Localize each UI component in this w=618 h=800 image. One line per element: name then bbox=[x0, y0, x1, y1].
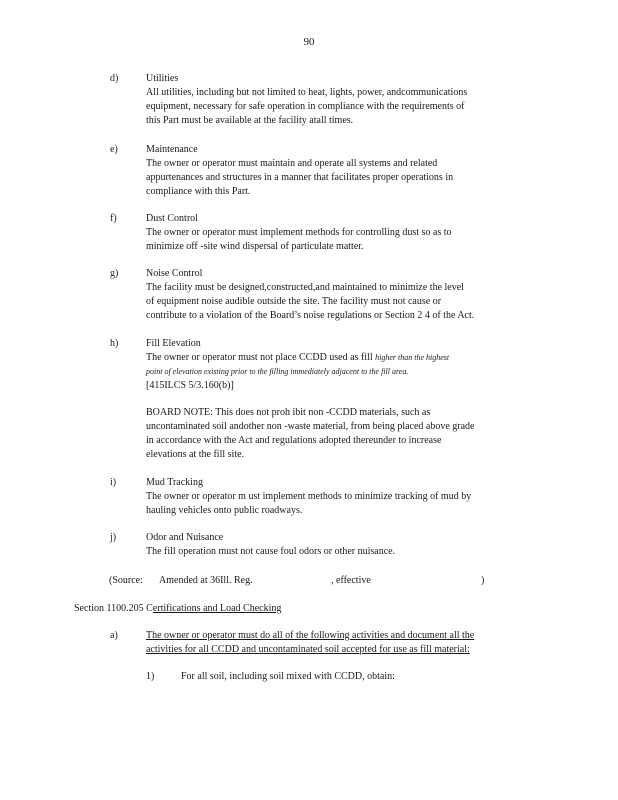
citation: [415ILCS 5/3.160(b)] bbox=[146, 380, 234, 391]
source-close: ) bbox=[481, 575, 485, 586]
item-text-line: activities for all CCDD and uncontaminated soil accepted for use as fill material: bbox=[146, 644, 470, 655]
item-text-line: The owner or operator must do all of the following activities and document all the bbox=[146, 630, 475, 641]
item-text-line: of equipment noise audible outside the site. The facility must not cause or bbox=[146, 296, 442, 307]
item-text-line: All utilities, including but not limited to heat, lights, power, andcommunications bbox=[146, 87, 468, 98]
source-label: (Source: bbox=[109, 575, 143, 586]
item-text-line: appurtenances and structures in a manner that facilitates proper operations in bbox=[146, 172, 454, 183]
statutory-text: higher than the highest bbox=[375, 353, 450, 362]
item-letter: f) bbox=[110, 213, 117, 224]
source-amended: Amended at 36Ill. Reg. bbox=[159, 575, 253, 586]
note-line: uncontaminated soil andother non -waste material, from being placed above grade bbox=[146, 421, 475, 432]
board-note bbox=[146, 406, 538, 462]
item-text-line: minimize off -site wind dispersal of particulate matter. bbox=[146, 241, 364, 252]
source-effective: , effective bbox=[331, 575, 371, 586]
item-letter: d) bbox=[110, 73, 119, 84]
section-heading bbox=[74, 602, 281, 616]
item-heading: Maintenance bbox=[146, 144, 198, 155]
item-text-line bbox=[146, 351, 538, 365]
item-letter: i) bbox=[110, 477, 117, 488]
item-text: The owner or operator must not place CCDD used as fill bbox=[146, 352, 376, 363]
note-line: in accordance with the Act and regulations adopted thereunder to increase bbox=[146, 435, 442, 446]
note-line: BOARD NOTE: This does not proh ibit non -CCDD materials, such as bbox=[146, 407, 431, 418]
item-heading: Noise Control bbox=[146, 268, 203, 279]
item-letter: a) bbox=[110, 630, 118, 641]
item-heading: Dust Control bbox=[146, 213, 198, 224]
item-heading: Mud Tracking bbox=[146, 477, 203, 488]
item-text-line: The facility must be designed,constructed,and maintained to minimize the level bbox=[146, 282, 464, 293]
item-text-line: equipment, necessary for safe operation in compliance with the requirements of bbox=[146, 101, 465, 112]
item-letter: e) bbox=[110, 144, 118, 155]
section-number: Section 1100.205 C bbox=[74, 603, 153, 614]
note-line: elevations at the fill site. bbox=[146, 449, 245, 460]
subitem-number: 1) bbox=[146, 671, 155, 682]
section-title: ertifications and Load Checking bbox=[152, 603, 282, 614]
item-heading: Fill Elevation bbox=[146, 338, 201, 349]
item-letter: j) bbox=[110, 532, 117, 543]
item-text-line: this Part must be available at the facility atall times. bbox=[146, 115, 354, 126]
item-text-line: compliance with this Part. bbox=[146, 186, 251, 197]
item-letter: g) bbox=[110, 268, 119, 279]
item-text-line: The fill operation must not cause foul odors or other nuisance. bbox=[146, 546, 396, 557]
item-heading: Utilities bbox=[146, 73, 179, 84]
item-letter: h) bbox=[110, 338, 119, 349]
item-text-line: The owner or operator must implement methods for controlling dust so as to bbox=[146, 227, 452, 238]
item-heading: Odor and Nuisance bbox=[146, 532, 224, 543]
item-text-line: The owner or operator must maintain and operate all systems and related bbox=[146, 158, 438, 169]
item-text-line: hauling vehicles onto public roadways. bbox=[146, 505, 303, 516]
item-text-line: contribute to a violation of the Board’s noise regulations or Section 2 4 of the Act. bbox=[146, 310, 475, 321]
page-number: 90 bbox=[303, 36, 315, 48]
item-text-line: The owner or operator m ust implement methods to minimize tracking of mud by bbox=[146, 491, 472, 502]
subitem-text: For all soil, including soil mixed with CCDD, obtain: bbox=[181, 671, 395, 682]
statutory-text-line: point of elevation existing prior to the filling immediately adjacent to the fill area. bbox=[146, 367, 409, 376]
